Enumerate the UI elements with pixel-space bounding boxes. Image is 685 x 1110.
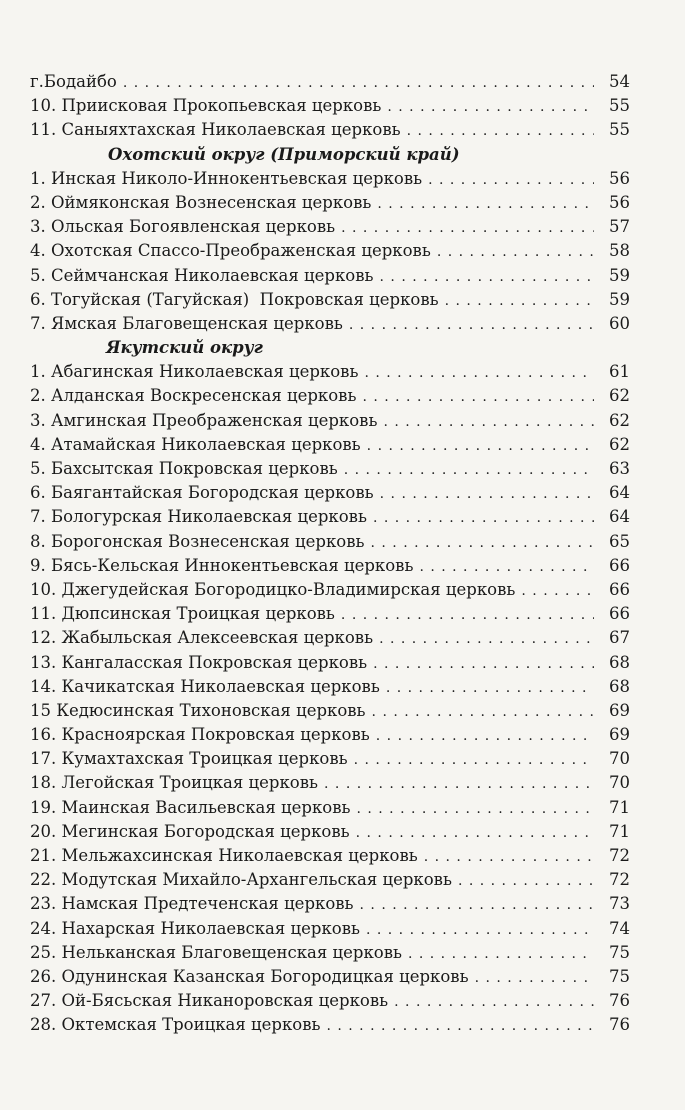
entry-title: 25. Нельканская Благовещенская церковь — [30, 942, 402, 962]
dot-leader — [387, 95, 594, 119]
dot-leader — [379, 627, 594, 651]
entry-title: 10. Приисковая Прокопьевская церковь — [30, 96, 382, 116]
dot-leader — [360, 893, 594, 917]
toc-entry — [30, 747, 630, 771]
entry-title: 20. Мегинская Богородская церковь — [30, 821, 350, 841]
dot-leader — [386, 676, 594, 700]
toc-entry — [30, 481, 630, 505]
dot-leader — [394, 990, 594, 1014]
dot-leader — [407, 119, 594, 143]
entry-title: 8. Борогонская Вознесенская церковь — [30, 531, 365, 551]
entry-page-number: 60 — [609, 313, 630, 333]
toc-entry — [30, 578, 630, 602]
toc-entry — [30, 941, 630, 965]
entry-page-number: 63 — [609, 459, 630, 478]
entry-page-number: 56 — [609, 192, 630, 212]
section-heading-okhotsk: Охотский округ (Приморский край) — [108, 144, 460, 164]
dot-leader — [419, 555, 594, 579]
entry-page-number: 61 — [609, 362, 630, 382]
entry-title: 5. Бахсытская Покровская церковь — [30, 459, 338, 478]
section-heading-yakutsk: Якутский округ — [106, 338, 263, 358]
entry-title: 10. Джегудейская Богородицко-Владимирская церковь — [30, 579, 516, 599]
toc-entry — [30, 409, 630, 433]
entry-page-number: 59 — [609, 289, 630, 309]
toc-entry — [30, 1013, 630, 1037]
dot-leader — [445, 289, 594, 313]
entry-page-number: 72 — [609, 870, 630, 890]
entry-title: 3. Амгинская Преображенская церковь — [30, 410, 378, 430]
entry-page-number: 76 — [609, 1015, 630, 1035]
toc-entry — [30, 433, 630, 457]
toc-entry — [30, 602, 630, 626]
dot-leader — [373, 506, 594, 530]
entry-title: 24. Нахарская Николаевская церковь — [30, 918, 360, 938]
dot-leader — [408, 942, 594, 966]
toc-entry — [30, 626, 630, 650]
entry-title: 13. Кангаласская Покровская церковь — [30, 652, 368, 672]
dot-leader — [324, 772, 594, 796]
entry-title: 14. Качикатская Николаевская церковь — [30, 676, 380, 696]
entry-page-number: 64 — [609, 507, 630, 527]
entry-title: 1. Инская Николо-Иннокентьевская церковь — [30, 168, 423, 188]
entry-page-number: 75 — [609, 942, 630, 962]
entry-page-number: 70 — [609, 773, 630, 793]
entry-title: 2. Алданская Воскресенская церковь — [30, 386, 357, 406]
toc-entry — [30, 215, 630, 239]
dot-leader — [372, 700, 594, 724]
dot-leader — [341, 603, 594, 627]
entry-title: 26. Одунинская Казанская Богородицкая церковь — [30, 966, 469, 986]
dot-leader — [349, 313, 594, 337]
entry-page-number: 69 — [609, 700, 630, 720]
entry-page-number: 59 — [609, 265, 630, 285]
toc-entry — [30, 844, 630, 868]
toc-entry — [30, 264, 630, 288]
toc-entry — [30, 554, 630, 578]
entry-page-number: 64 — [609, 483, 630, 503]
entry-title: 1. Абагинская Николаевская церковь — [30, 362, 359, 382]
entry-title: 5. Сеймчанская Николаевская церковь — [30, 265, 374, 285]
entry-page-number: 62 — [609, 410, 630, 430]
dot-leader — [364, 361, 594, 385]
toc-entry — [30, 651, 630, 675]
dot-leader — [362, 385, 594, 409]
dot-leader — [424, 845, 594, 869]
entry-page-number: 66 — [609, 555, 630, 575]
entry-page-number: 69 — [609, 725, 630, 745]
entry-title: 28. Октемская Троицкая церковь — [30, 1015, 321, 1035]
toc-entry — [30, 675, 630, 699]
toc-entry — [30, 191, 630, 215]
entry-title: 23. Намская Предтеченская церковь — [30, 894, 354, 914]
entry-page-number: 73 — [609, 894, 630, 914]
entry-title: 6. Тогуйская (Тагуйская) Покровская церковь — [30, 289, 439, 309]
toc-entry — [30, 70, 630, 94]
dot-leader — [521, 579, 594, 603]
toc-entry — [30, 868, 630, 892]
dot-leader — [380, 265, 594, 289]
entry-page-number: 65 — [609, 531, 630, 551]
entry-page-number: 74 — [609, 918, 630, 938]
entry-title: 9. Бясь-Кельская Иннокентьевская церковь — [30, 555, 414, 575]
dot-leader — [475, 966, 594, 990]
entry-page-number: 62 — [609, 434, 630, 454]
entry-title: 17. Кумахтахская Троицкая церковь — [30, 749, 348, 769]
dot-leader — [356, 797, 594, 821]
entry-page-number: 72 — [609, 846, 630, 865]
toc-entry — [30, 384, 630, 408]
toc-entry — [30, 965, 630, 989]
dot-leader — [366, 918, 594, 942]
dot-leader — [356, 821, 594, 845]
toc-entry — [30, 239, 630, 263]
entry-title: 4. Охотская Спассо-Преображенская церковь — [30, 241, 431, 261]
table-of-contents — [30, 70, 630, 1038]
entry-title: 3. Ольская Богоявленская церковь — [30, 217, 336, 237]
dot-leader — [123, 71, 594, 95]
entry-page-number: 75 — [609, 966, 630, 986]
dot-leader — [428, 168, 594, 192]
entry-page-number: 71 — [609, 797, 630, 817]
toc-entry — [30, 699, 630, 723]
dot-leader — [341, 216, 594, 240]
entry-title: 7. Ямская Благовещенская церковь — [30, 313, 343, 333]
toc-entry — [30, 118, 630, 142]
entry-page-number: 58 — [609, 241, 630, 261]
entry-title: 22. Модутская Михайло-Архангельская церковь — [30, 870, 452, 890]
entry-page-number: 71 — [609, 821, 630, 841]
entry-page-number: 67 — [609, 628, 630, 648]
entry-title: 11. Саныяхтахская Николаевская церковь — [30, 120, 401, 140]
dot-leader — [377, 192, 594, 216]
toc-entry — [30, 917, 630, 941]
toc-entry — [30, 771, 630, 795]
toc-entry — [30, 530, 630, 554]
dot-leader — [383, 410, 594, 434]
entry-title: 12. Жабыльская Алексеевская церковь — [30, 628, 374, 648]
dot-leader — [367, 434, 594, 458]
toc-entry — [30, 288, 630, 312]
toc-entry — [30, 989, 630, 1013]
entry-title: 15 Кедюсинская Тихоновская церковь — [30, 700, 366, 720]
entry-title: 2. Оймяконская Вознесенская церковь — [30, 192, 372, 212]
toc-entry — [30, 723, 630, 747]
dot-leader — [380, 482, 594, 506]
dot-leader — [376, 724, 594, 748]
entry-page-number: 68 — [609, 676, 630, 696]
toc-entry — [30, 505, 630, 529]
entry-title: 19. Маинская Васильевская церковь — [30, 797, 351, 817]
toc-entry — [30, 892, 630, 916]
entry-page-number: 68 — [609, 652, 630, 672]
entry-title: 7. Бологурская Николаевская церковь — [30, 507, 367, 527]
entry-page-number: 56 — [609, 168, 630, 188]
entry-page-number: 62 — [609, 386, 630, 406]
entry-title: 6. Баягантайская Богородская церковь — [30, 483, 374, 503]
entry-page-number: 70 — [609, 749, 630, 769]
entry-page-number: 66 — [609, 604, 630, 624]
toc-entry — [30, 820, 630, 844]
dot-leader — [326, 1014, 594, 1038]
entry-page-number: 55 — [609, 120, 630, 140]
entry-page-number: 76 — [609, 991, 630, 1011]
entry-title: 27. Ой-Бясьская Никаноровская церковь — [30, 991, 389, 1011]
toc-entry — [30, 796, 630, 820]
entry-title: г.Бодайбо — [30, 72, 117, 91]
toc-entry — [30, 457, 630, 481]
toc-entry — [30, 94, 630, 118]
entry-page-number: 66 — [609, 579, 630, 599]
entry-page-number: 55 — [609, 96, 630, 116]
entry-page-number: 57 — [609, 217, 630, 237]
dot-leader — [437, 240, 594, 264]
entry-title: 11. Дюпсинская Троицкая церковь — [30, 604, 335, 624]
entry-page-number: 54 — [609, 72, 630, 91]
toc-entry — [30, 312, 630, 336]
dot-leader — [373, 652, 594, 676]
entry-title: 16. Красноярская Покровская церковь — [30, 725, 370, 745]
toc-entry — [30, 360, 630, 384]
dot-leader — [371, 531, 595, 555]
entry-title: 18. Легойская Троицкая церковь — [30, 773, 319, 793]
dot-leader — [344, 458, 594, 482]
entry-title: 21. Мельжахсинская Николаевская церковь — [30, 846, 418, 865]
entry-title: 4. Атамайская Николаевская церковь — [30, 434, 361, 454]
dot-leader — [354, 748, 594, 772]
toc-entry — [30, 167, 630, 191]
dot-leader — [458, 869, 594, 893]
